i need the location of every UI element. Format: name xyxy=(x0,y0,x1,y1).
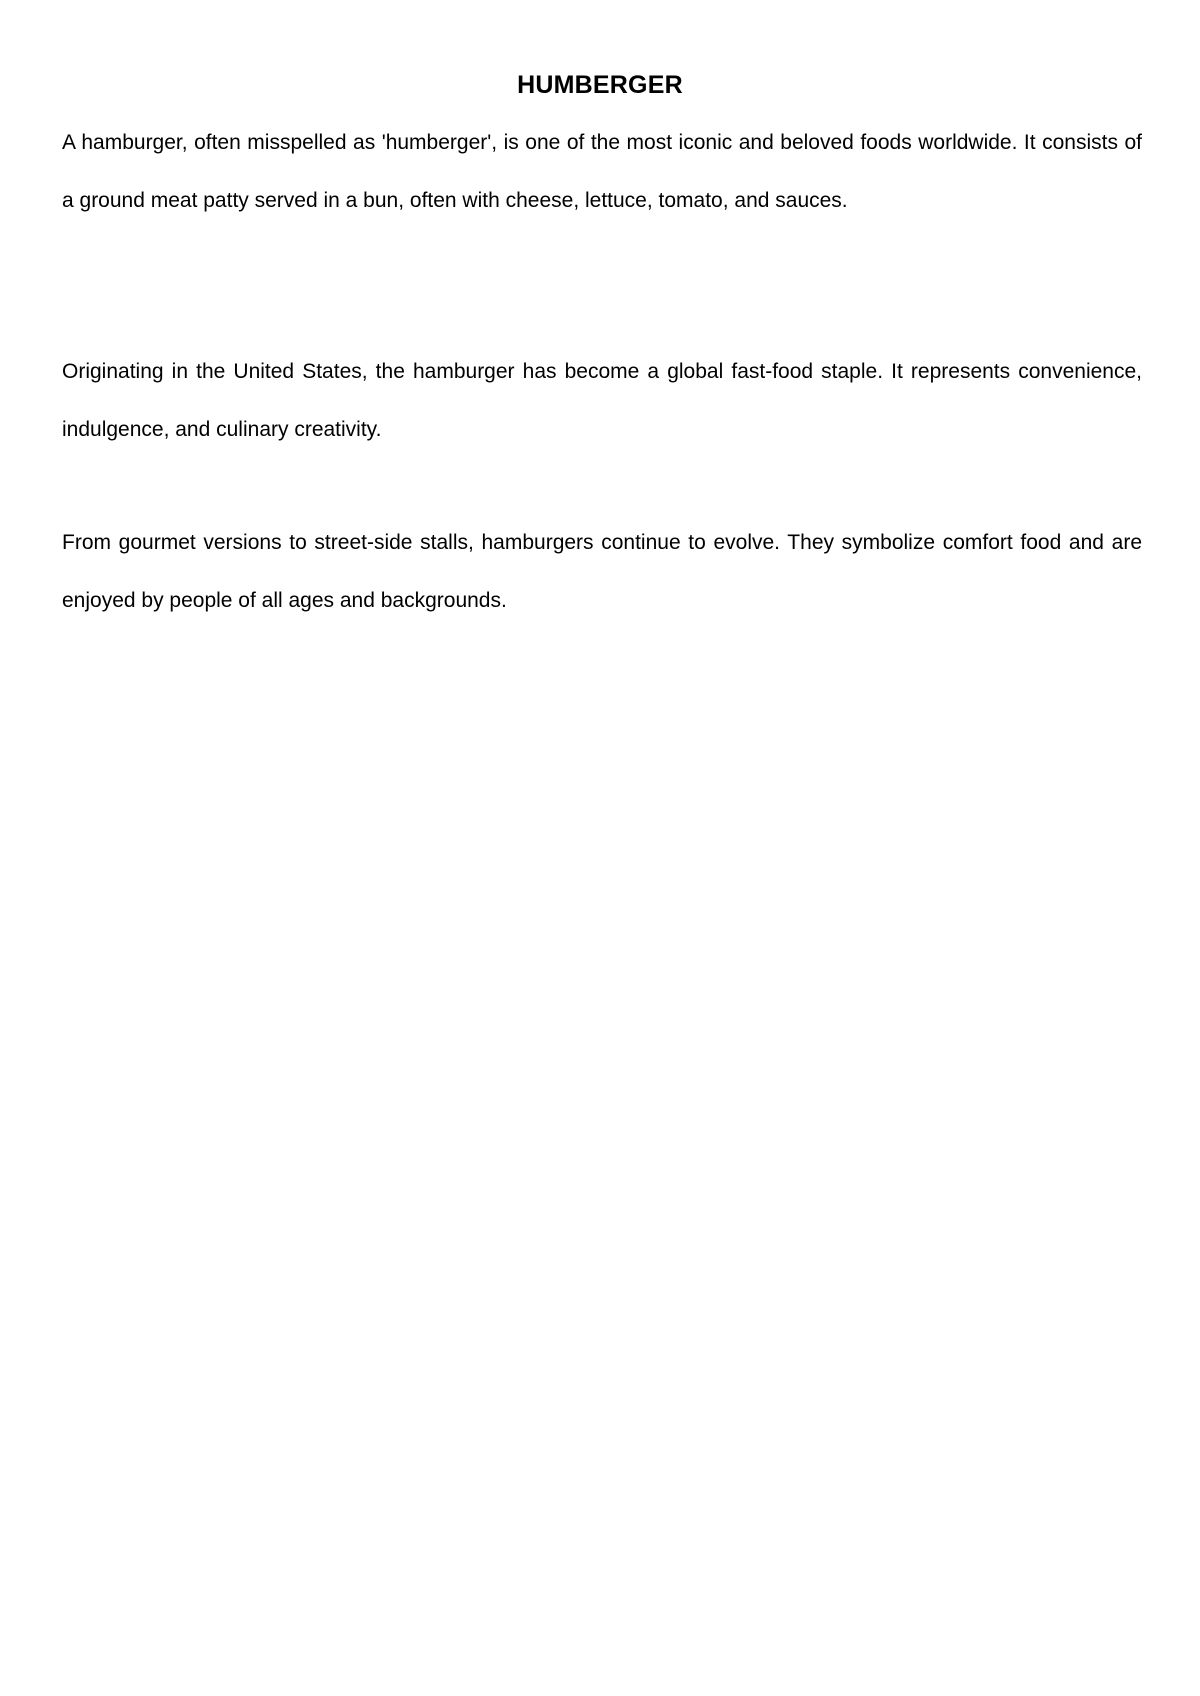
paragraph-1: A hamburger, often misspelled as 'humberger', is one of the most iconic and beloved foods worldwide. It consists of a ground meat patty served in a bun, often with cheese, lettuce, tomato, and sauces. xyxy=(62,131,1142,212)
paragraph-3: From gourmet versions to street-side stalls, hamburgers continue to evolve. They symbolize comfort food and are enjoyed by people of all ages and backgrounds. xyxy=(62,531,1142,612)
document-title: HUMBERGER xyxy=(517,71,683,99)
paragraph-2: Originating in the United States, the hamburger has become a global fast-food staple. It represents convenience, indulgence, and culinary creativity. xyxy=(62,360,1142,441)
